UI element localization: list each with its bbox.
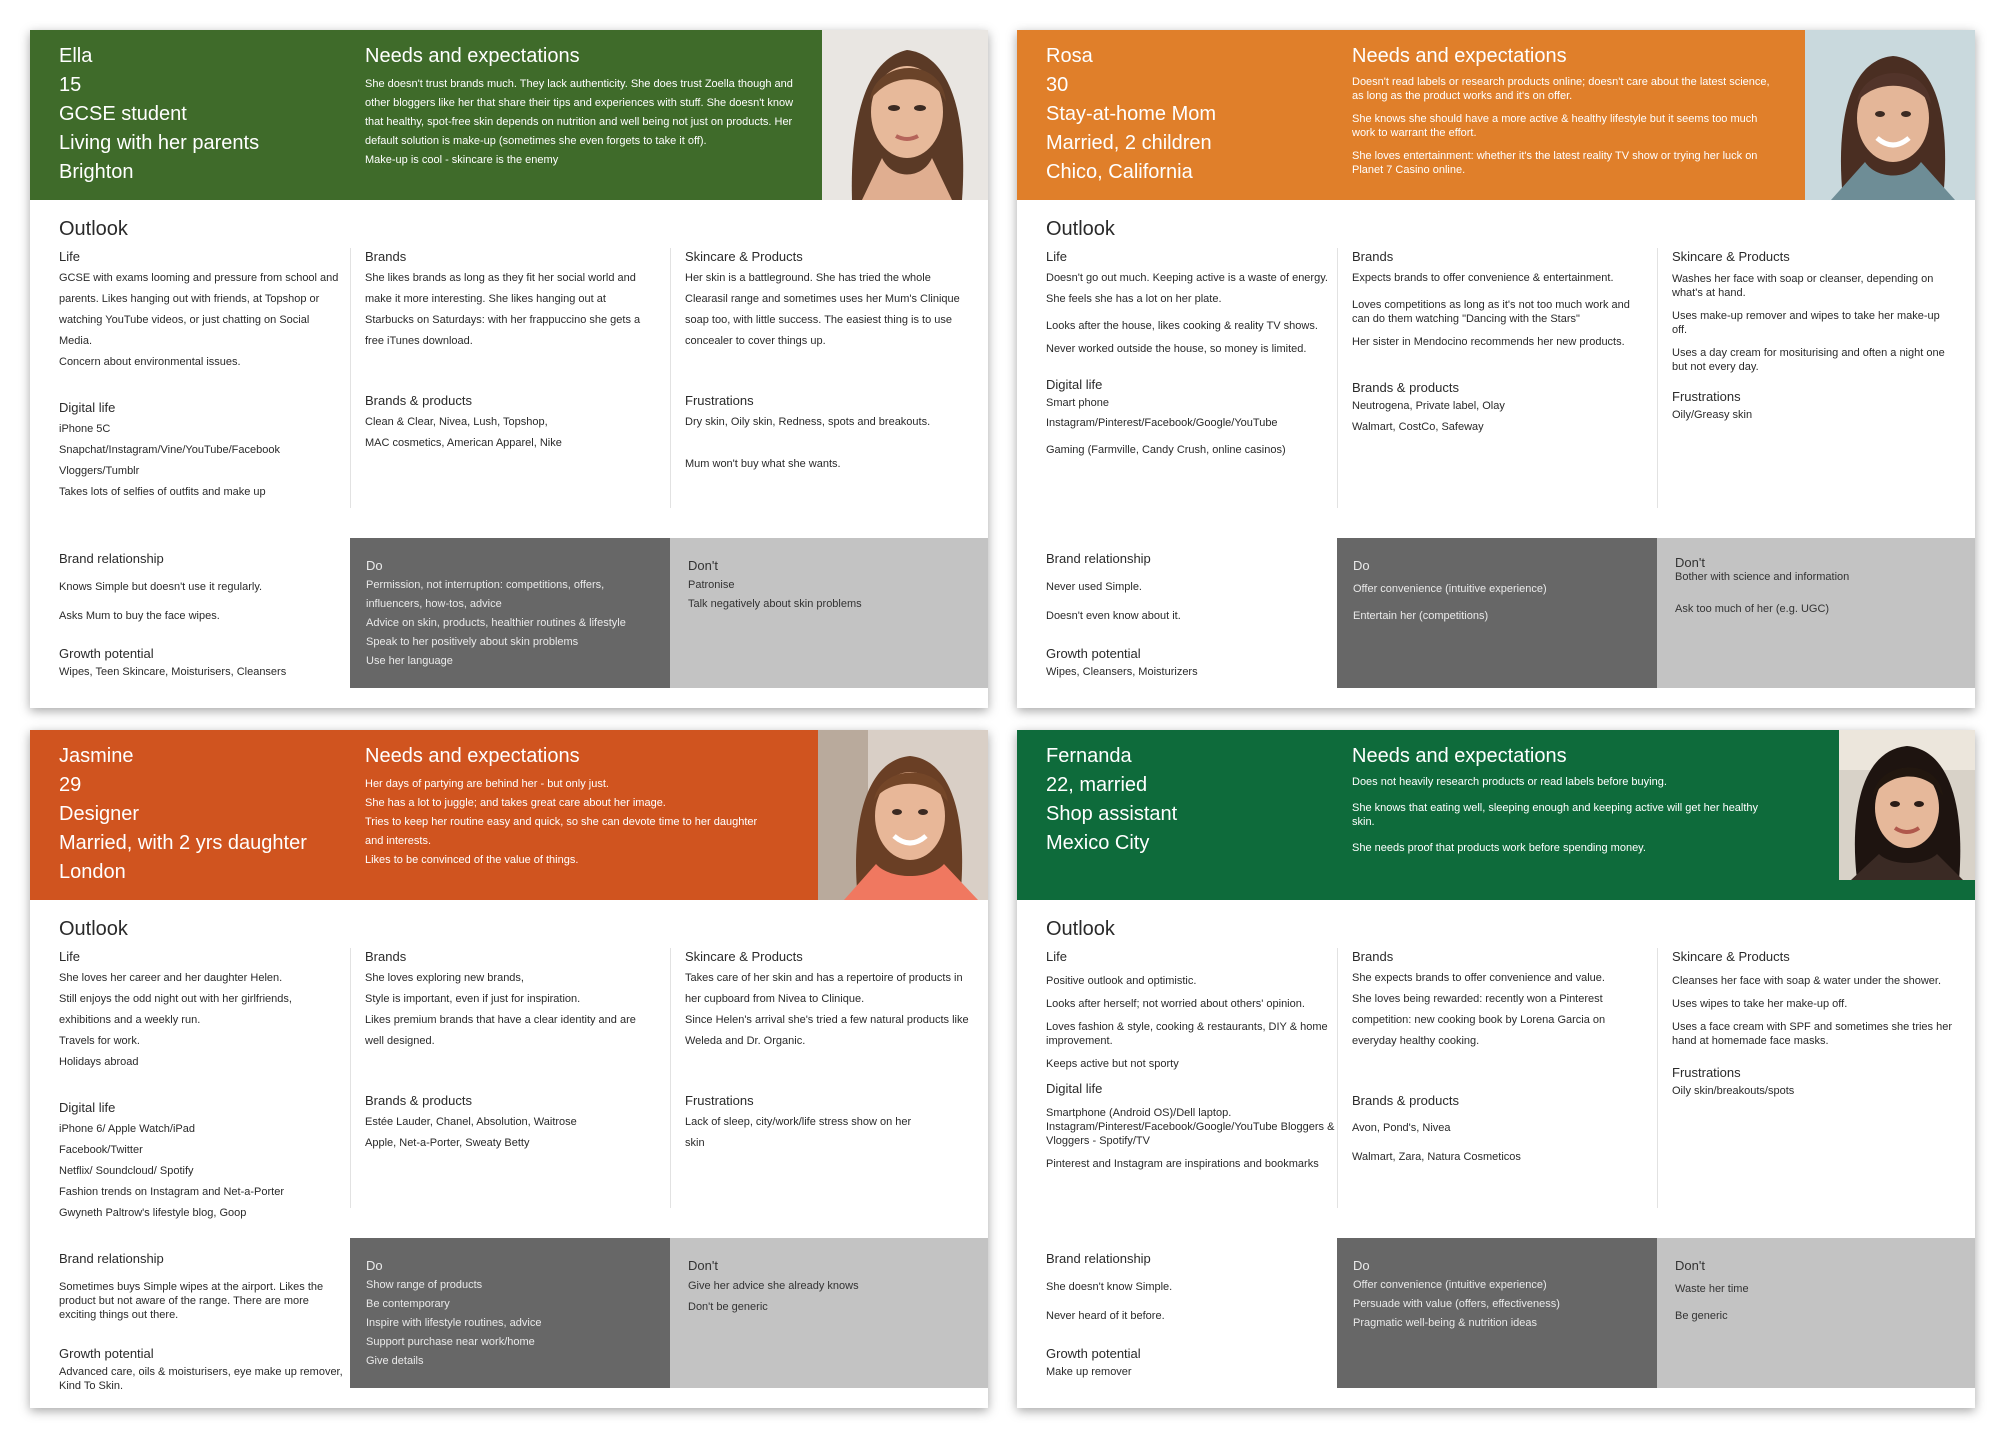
life-column (59, 948, 344, 1224)
skincare-text: Washes her face with soap or cleanser, depending on what's at hand. (1672, 273, 1934, 299)
digital-life-item: Fashion trends on Instagram and Net-a-Porter (59, 1186, 285, 1198)
needs-text: She doesn't trust brands much. They lack authenticity. She does trust Zoella though and other bloggers like her that share their tips and experiences with stuff. She doesn't know that healthy, spot-free skin depends on nutrition and well being not just on products. Her default solution is make-up (sometimes she even forgets to take it off). (365, 78, 794, 147)
column-divider (350, 248, 351, 508)
needs-text: Doesn't read labels or research products online; doesn't care about the latest science, as long as the product works and it's on offer. (1352, 76, 1770, 102)
growth-potential (1046, 645, 1336, 679)
brand-relationship-item: She doesn't know Simple. (1046, 1281, 1173, 1293)
frustrations-item: Oily/Greasy skin (1672, 409, 1753, 421)
growth-potential (1046, 1345, 1336, 1379)
persona-photo (1805, 30, 1975, 200)
digital-life-item: Netflix/ Soundcloud/ Spotify (59, 1165, 194, 1177)
brands-products-title: Brands & products (365, 393, 472, 408)
life-text: Loves fashion & style, cooking & restaurants, DIY & home improvement. (1046, 1021, 1328, 1047)
digital-life-title: Digital life (59, 400, 116, 415)
persona-identity (59, 42, 259, 187)
persona-name: Rosa (1046, 45, 1093, 67)
column-divider (670, 248, 671, 508)
life-text: Keeps active but not sporty (1046, 1058, 1179, 1070)
needs-text: Make-up is cool - skincare is the enemy (365, 154, 559, 166)
persona-age: 30 (1046, 74, 1069, 96)
life-title: Life (1046, 249, 1067, 264)
brands-products-item: Apple, Net-a-Porter, Sweaty Betty (365, 1137, 530, 1149)
brand-relationship-item: Doesn't even know about it. (1046, 610, 1181, 622)
needs-text: Tries to keep her routine easy and quick, so she can devote time to her daughter and interests. (365, 816, 758, 847)
life-title: Life (59, 949, 80, 964)
digital-life-item: Facebook/Twitter (59, 1144, 143, 1156)
digital-life-item: Instagram/Pinterest/Facebook/Google/YouTube (1046, 417, 1278, 429)
frustrations-title: Frustrations (1672, 1065, 1741, 1080)
needs-section (365, 742, 765, 870)
persona-location: London (59, 861, 126, 883)
skincare-text: Uses a face cream with SPF and sometimes she tries her hand at homemade face masks. (1672, 1021, 1952, 1047)
do-item: Entertain her (competitions) (1353, 610, 1489, 622)
persona-identity (1046, 742, 1177, 858)
do-panel (350, 1238, 670, 1388)
skincare-text: Her skin is a battleground. She has tried the whole Clearasil range and sometimes uses her Mum's Clinique soap too, with little success. The easiest thing is to use concealer to cover things up. (685, 272, 960, 347)
brand-relationship-item: Sometimes buys Simple wipes at the airport. Likes the product but not aware of the range. There are more exciting things out there. (59, 1281, 324, 1321)
persona-header (1017, 30, 1975, 200)
life-text: Doesn't go out much. Keeping active is a waste of energy. She feels she has a lot on her plate. (1046, 272, 1328, 305)
digital-life-item: Snapchat/Instagram/Vine/YouTube/Facebook (59, 444, 280, 456)
persona-card-fernanda (1017, 730, 1975, 1408)
skincare-text: Uses wipes to take her make-up off. (1672, 998, 1848, 1010)
brands-text: She loves being rewarded: recently won a Pinterest competition: new cooking book by Lorena Garcia on everyday healthy cooking. (1352, 993, 1606, 1047)
do-item: Be contemporary (366, 1298, 450, 1310)
brands-text: Loves competitions as long as it's not too much work and can do them watching "Dancing with the Stars" (1352, 299, 1630, 325)
brands-products-title: Brands & products (1352, 380, 1459, 395)
persona-identity (1046, 42, 1216, 187)
frustrations-item: Mum won't buy what she wants. (685, 458, 841, 470)
brand-relationship-title: Brand relationship (1046, 1251, 1151, 1266)
brand-relationship-title: Brand relationship (59, 551, 164, 566)
dont-item: Don't be generic (688, 1301, 768, 1313)
digital-life-item: Gaming (Farmville, Candy Crush, online casinos) (1046, 444, 1286, 456)
persona-household: Living with her parents (59, 132, 260, 154)
needs-text: Likes to be convinced of the value of things. (365, 854, 579, 866)
brands-column (365, 948, 650, 1154)
life-text: Holidays abroad (59, 1056, 139, 1068)
skincare-column (1672, 948, 1957, 1107)
digital-life-item: iPhone 5C (59, 423, 111, 435)
brands-column (1352, 248, 1647, 443)
dont-title: Don't (1675, 555, 1705, 570)
column-divider (1657, 248, 1658, 508)
life-column (1046, 248, 1331, 466)
life-text: Looks after the house, likes cooking & reality TV shows. (1046, 320, 1318, 332)
frustrations-title: Frustrations (1672, 389, 1741, 404)
dont-item: Patronise (688, 579, 735, 591)
persona-card-jasmine (30, 730, 988, 1408)
needs-text: She has a lot to juggle; and takes great care about her image. (365, 797, 666, 809)
needs-title: Needs and expectations (1352, 745, 1567, 767)
persona-location: Brighton (59, 161, 134, 183)
digital-life-item: Smart phone (1046, 397, 1109, 409)
needs-title: Needs and expectations (365, 745, 580, 767)
skincare-title: Skincare & Products (685, 949, 803, 964)
dont-item: Talk negatively about skin problems (688, 598, 862, 610)
growth-potential-title: Growth potential (1046, 1346, 1141, 1361)
life-column (1046, 948, 1341, 1180)
do-item: Speak to her positively about skin problems (366, 636, 579, 648)
dont-item: Bother with science and information (1675, 571, 1850, 583)
digital-life-title: Digital life (59, 1100, 116, 1115)
persona-name: Jasmine (59, 745, 134, 767)
frustrations-title: Frustrations (685, 393, 754, 408)
persona-household: Married, 2 children (1046, 132, 1212, 154)
dont-title: Don't (1675, 1258, 1705, 1273)
growth-potential (59, 645, 349, 679)
digital-life-item: Takes lots of selfies of outfits and make up (59, 486, 266, 498)
brands-title: Brands (365, 249, 407, 264)
do-item: Advice on skin, products, healthier routines & lifestyle (366, 617, 626, 629)
brands-products-item: Clean & Clear, Nivea, Lush, Topshop, (365, 416, 548, 428)
outlook-title: Outlook (59, 218, 128, 240)
brand-relationship-title: Brand relationship (59, 1251, 164, 1266)
brands-title: Brands (1352, 249, 1394, 264)
brand-relationship (59, 1250, 344, 1336)
brand-relationship-item: Never used Simple. (1046, 581, 1142, 593)
brands-products-item: MAC cosmetics, American Apparel, Nike (365, 437, 562, 449)
skincare-title: Skincare & Products (1672, 949, 1790, 964)
do-item: Use her language (366, 655, 453, 667)
column-divider (1657, 948, 1658, 1208)
needs-title: Needs and expectations (365, 45, 580, 67)
brands-text: Likes premium brands that have a clear identity and are well designed. (365, 1014, 636, 1047)
brands-products-item: Neutrogena, Private label, Olay (1352, 400, 1505, 412)
skincare-title: Skincare & Products (685, 249, 803, 264)
persona-name: Fernanda (1046, 745, 1132, 767)
brand-relationship (59, 550, 339, 638)
growth-potential-text: Wipes, Teen Skincare, Moisturisers, Cleansers (59, 666, 287, 678)
do-item: Support purchase near work/home (366, 1336, 535, 1348)
dont-title: Don't (688, 1258, 718, 1273)
growth-potential-title: Growth potential (59, 646, 154, 661)
do-title: Do (1353, 558, 1370, 573)
digital-life-item: iPhone 6/ Apple Watch/iPad (59, 1123, 195, 1135)
needs-section (1352, 742, 1762, 864)
digital-life-title: Digital life (1046, 377, 1103, 392)
frustrations-title: Frustrations (685, 1093, 754, 1108)
life-column (59, 248, 344, 503)
life-text: GCSE with exams looming and pressure from school and parents. Likes hanging out with friends, at Topshop or watching YouTube videos, or just chatting on Social Media. (59, 272, 339, 347)
column-divider (1337, 948, 1338, 1208)
brand-relationship-item: Knows Simple but doesn't use it regularly. (59, 581, 263, 593)
brands-text: She expects brands to offer convenience and value. (1352, 972, 1605, 984)
do-item: Pragmatic well-being & nutrition ideas (1353, 1317, 1538, 1329)
persona-age: 29 (59, 774, 82, 796)
needs-text: She needs proof that products work before spending money. (1352, 842, 1646, 854)
frustrations-item: Lack of sleep, city/work/life stress show on her skin (685, 1116, 912, 1149)
persona-photo (1839, 730, 1975, 880)
persona-household: Married, with 2 yrs daughter (59, 832, 307, 854)
life-text: Travels for work. (59, 1035, 140, 1047)
persona-card-ella (30, 30, 988, 708)
growth-potential-text: Make up remover (1046, 1366, 1132, 1378)
do-panel (350, 538, 670, 688)
do-title: Do (1353, 1258, 1370, 1273)
life-text: Positive outlook and optimistic. (1046, 975, 1197, 987)
life-title: Life (59, 249, 80, 264)
frustrations-item: Dry skin, Oily skin, Redness, spots and breakouts. (685, 416, 931, 428)
persona-header (30, 730, 988, 900)
do-item: Inspire with lifestyle routines, advice (366, 1317, 542, 1329)
persona-occupation: Stay-at-home Mom (1046, 103, 1217, 125)
growth-potential (59, 1345, 344, 1393)
do-item: Give details (366, 1355, 424, 1367)
persona-location: Chico, California (1046, 161, 1193, 183)
growth-potential-title: Growth potential (1046, 646, 1141, 661)
needs-text: She knows she should have a more active & healthy lifestyle but it seems too much work to warrant the effort. (1352, 113, 1758, 139)
dont-item: Waste her time (1675, 1283, 1749, 1295)
life-text: Looks after herself; not worried about others' opinion. (1046, 998, 1305, 1010)
life-title: Life (1046, 949, 1067, 964)
column-divider (350, 948, 351, 1208)
do-item: Show range of products (366, 1279, 483, 1291)
outlook-title: Outlook (1046, 218, 1115, 240)
dont-item: Be generic (1675, 1310, 1728, 1322)
skincare-text: Takes care of her skin and has a repertoire of products in her cupboard from Nivea to Clinique. (685, 972, 963, 1005)
skincare-text: Since Helen's arrival she's tried a few natural products like Weleda and Dr. Organic. (685, 1014, 969, 1047)
digital-life-item: Gwyneth Paltrow's lifestyle blog, Goop (59, 1207, 247, 1219)
persona-card-rosa (1017, 30, 1975, 708)
brand-relationship (1046, 550, 1326, 638)
brands-products-item: Avon, Pond's, Nivea (1352, 1122, 1451, 1134)
brands-text: Her sister in Mendocino recommends her new products. (1352, 336, 1625, 348)
persona-occupation: GCSE student (59, 103, 187, 125)
needs-title: Needs and expectations (1352, 45, 1567, 67)
brand-relationship-item: Asks Mum to buy the face wipes. (59, 610, 220, 622)
persona-name: Ella (59, 45, 93, 67)
dont-panel (1657, 1238, 1975, 1388)
do-panel (1337, 538, 1657, 688)
life-text: Still enjoys the odd night out with her girlfriends, exhibitions and a weekly run. (59, 993, 292, 1026)
do-title: Do (366, 558, 383, 573)
do-item: Persuade with value (offers, effectiveness) (1353, 1298, 1560, 1310)
column-divider (1337, 248, 1338, 508)
digital-life-item: Pinterest and Instagram are inspirations and bookmarks (1046, 1158, 1319, 1170)
persona-header (30, 30, 988, 200)
growth-potential-text: Advanced care, oils & moisturisers, eye make up remover, Kind To Skin. (59, 1366, 343, 1392)
do-panel (1337, 1238, 1657, 1388)
skincare-text: Uses a day cream for mositurising and often a night one but not every day. (1672, 347, 1945, 373)
digital-life-item: Vloggers/Tumblr (59, 465, 140, 477)
dont-panel (670, 538, 988, 688)
life-text: She loves her career and her daughter Helen. (59, 972, 283, 984)
brands-column (1352, 948, 1647, 1168)
brands-products-item: Estée Lauder, Chanel, Absolution, Waitrose (365, 1116, 577, 1128)
persona-occupation: Shop assistant (1046, 803, 1178, 825)
brands-products-item: Walmart, CostCo, Safeway (1352, 421, 1484, 433)
persona-location: Mexico City (1046, 832, 1150, 854)
brands-products-item: Walmart, Zara, Natura Cosmeticos (1352, 1151, 1521, 1163)
digital-life-title: Digital life (1046, 1081, 1103, 1096)
life-text: Never worked outside the house, so money is limited. (1046, 343, 1307, 355)
skincare-text: Uses make-up remover and wipes to take her make-up off. (1672, 310, 1940, 336)
persona-age: 15 (59, 74, 82, 96)
dont-item: Ask too much of her (e.g. UGC) (1675, 603, 1830, 615)
needs-section (1352, 42, 1772, 186)
needs-text: Her days of partying are behind her - but only just. (365, 778, 609, 790)
do-item: Offer convenience (intuitive experience) (1353, 583, 1547, 595)
persona-identity (59, 742, 307, 887)
dont-item: Give her advice she already knows (688, 1280, 859, 1292)
brands-text: Style is important, even if just for inspiration. (365, 993, 581, 1005)
brands-text: She likes brands as long as they fit her social world and make it more interesting. She likes hanging out at Starbucks on Saturdays: with her frappuccino she gets a free iTunes download. (365, 272, 641, 347)
outlook-title: Outlook (59, 918, 128, 940)
brands-products-title: Brands & products (1352, 1093, 1459, 1108)
skincare-column (685, 948, 970, 1154)
persona-photo (818, 730, 988, 900)
persona-age: 22, married (1046, 774, 1148, 796)
skincare-text: Cleanses her face with soap & water under the shower. (1672, 975, 1942, 987)
dont-panel (670, 1238, 988, 1388)
growth-potential-text: Wipes, Cleansers, Moisturizers (1046, 666, 1198, 678)
brand-relationship (1046, 1250, 1326, 1338)
brand-relationship-title: Brand relationship (1046, 551, 1151, 566)
brands-text: She loves exploring new brands, (365, 972, 524, 984)
growth-potential-title: Growth potential (59, 1346, 154, 1361)
do-item: Permission, not interruption: competitions, offers, influencers, how-tos, advice (366, 579, 605, 610)
life-text: Concern about environmental issues. (59, 356, 241, 368)
brands-text: Expects brands to offer convenience & entertainment. (1352, 272, 1614, 284)
skincare-title: Skincare & Products (1672, 249, 1790, 264)
skincare-column (685, 248, 970, 475)
persona-occupation: Designer (59, 803, 140, 825)
outlook-title: Outlook (1046, 918, 1115, 940)
brands-column (365, 248, 655, 454)
brands-products-title: Brands & products (365, 1093, 472, 1108)
do-item: Offer convenience (intuitive experience) (1353, 1279, 1547, 1291)
skincare-column (1672, 248, 1957, 431)
column-divider (670, 948, 671, 1208)
persona-photo (822, 30, 988, 200)
needs-text: She knows that eating well, sleeping enough and keeping active will get her healthy skin. (1352, 802, 1759, 828)
persona-header (1017, 730, 1975, 900)
dont-panel (1657, 538, 1975, 688)
brands-title: Brands (365, 949, 407, 964)
needs-section (365, 42, 795, 170)
needs-text: Does not heavily research products or read labels before buying. (1352, 776, 1667, 788)
frustrations-item: Oily skin/breakouts/spots (1672, 1085, 1795, 1097)
brands-title: Brands (1352, 949, 1394, 964)
digital-life-item: Smartphone (Android OS)/Dell laptop. Instagram/Pinterest/Facebook/Google/YouTube Bloggers & Vloggers - Spotify/TV (1046, 1107, 1335, 1147)
dont-title: Don't (688, 558, 718, 573)
needs-text: She loves entertainment: whether it's the latest reality TV show or trying her luck on Planet 7 Casino online. (1352, 150, 1758, 176)
do-title: Do (366, 1258, 383, 1273)
brand-relationship-item: Never heard of it before. (1046, 1310, 1165, 1322)
